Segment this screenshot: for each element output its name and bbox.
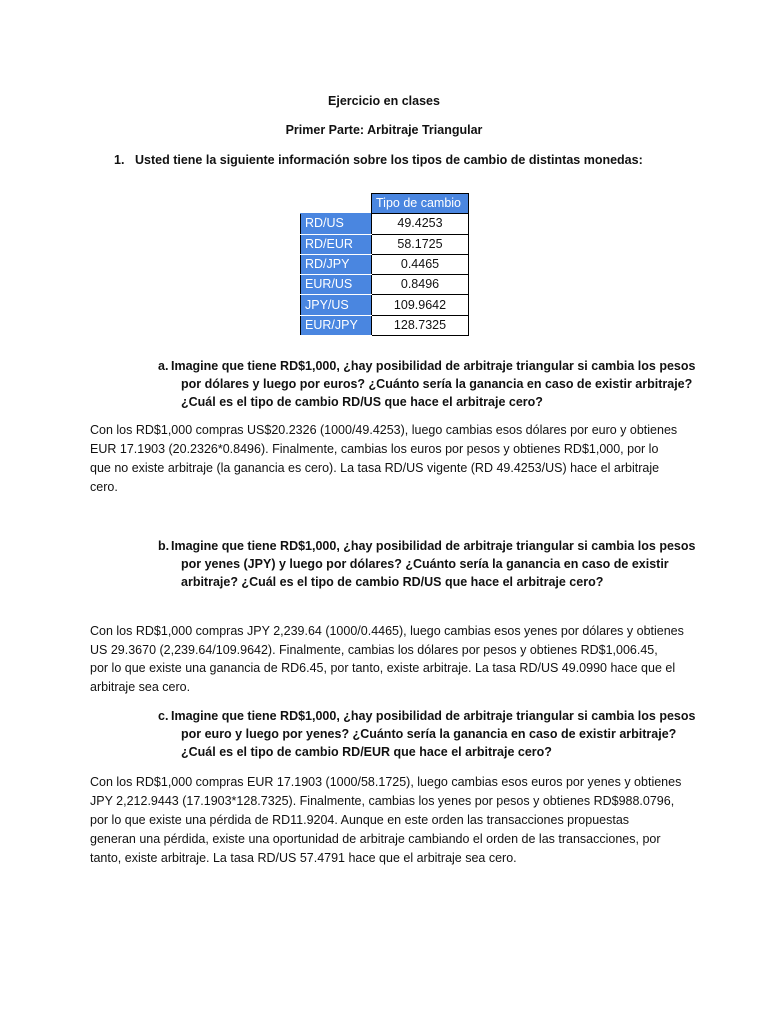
exchange-rate-value: 128.7325 [372, 315, 469, 335]
document-title: Ejercicio en clases [328, 94, 440, 108]
table-corner-cell [301, 194, 372, 214]
question-c-line-1: Imagine que tiene RD$1,000, ¿hay posibilidad de arbitraje triangular si cambia los pesos [171, 709, 696, 723]
currency-pair: JPY/US [301, 295, 372, 315]
table-header-cell: Tipo de cambio [372, 194, 469, 214]
exchange-rate-table [300, 193, 469, 336]
table-row [301, 275, 469, 295]
question-b-line-2: por yenes (JPY) y luego por dólares? ¿Cuánto sería la ganancia en caso de existir [181, 557, 669, 571]
table-row [301, 315, 469, 335]
table-header-row [301, 194, 469, 214]
currency-pair: RD/JPY [301, 254, 372, 274]
table-row [301, 254, 469, 274]
table-row [301, 295, 469, 315]
exchange-rate-value: 49.4253 [372, 214, 469, 234]
question-a-line-2: por dólares y luego por euros? ¿Cuánto sería la ganancia en caso de existir arbitraje? [181, 377, 693, 391]
currency-pair: EUR/JPY [301, 315, 372, 335]
question-a-label: a. [158, 359, 169, 373]
question-b-label: b. [158, 539, 170, 553]
exchange-rate-value: 0.4465 [372, 254, 469, 274]
exchange-rate-value: 58.1725 [372, 234, 469, 254]
question-b-line-1: Imagine que tiene RD$1,000, ¿hay posibilidad de arbitraje triangular si cambia los pesos [171, 539, 696, 553]
document-subtitle: Primer Parte: Arbitraje Triangular [285, 123, 483, 137]
currency-pair: RD/US [301, 214, 372, 234]
answer-b-line-2: US 29.3670 (2,239.64/109.9642). Finalmente, cambias los dólares por pesos y obtienes RD$1,006.45, [90, 643, 658, 657]
exchange-rate-value: 0.8496 [372, 275, 469, 295]
question-a-line-3: ¿Cuál es el tipo de cambio RD/US que hace el arbitraje cero? [181, 395, 543, 409]
question-b-line-3: arbitraje? ¿Cuál es el tipo de cambio RD/US que hace el arbitraje cero? [181, 575, 604, 589]
answer-a-line-4: cero. [90, 480, 118, 494]
item-number: 1. [114, 153, 125, 167]
question-a-line-1: Imagine que tiene RD$1,000, ¿hay posibilidad de arbitraje triangular si cambia los pesos [171, 359, 696, 373]
answer-c-line-1: Con los RD$1,000 compras EUR 17.1903 (1000/58.1725), luego cambias esos euros por yenes y obtienes [90, 775, 682, 789]
table-row [301, 214, 469, 234]
answer-c-line-2: JPY 2,212.9443 (17.1903*128.7325). Finalmente, cambias los yenes por pesos y obtienes RD$988.0796, [90, 794, 675, 808]
item-text: Usted tiene la siguiente información sobre los tipos de cambio de distintas monedas: [135, 153, 643, 167]
question-c-line-3: ¿Cuál es el tipo de cambio RD/EUR que hace el arbitraje cero? [181, 745, 552, 759]
answer-b-line-3: por lo que existe una ganancia de RD6.45, por tanto, existe arbitraje. La tasa RD/US 49.0990 hace que el [90, 661, 676, 675]
answer-b-line-4: arbitraje sea cero. [90, 680, 191, 694]
answer-b-line-1: Con los RD$1,000 compras JPY 2,239.64 (1000/0.4465), luego cambias esos yenes por dólares y obtienes [90, 624, 684, 638]
answer-a-line-1: Con los RD$1,000 compras US$20.2326 (1000/49.4253), luego cambias esos dólares por euro y obtienes [90, 423, 678, 437]
answer-a-line-2: EUR 17.1903 (20.2326*0.8496). Finalmente, cambias los euros por pesos y obtienes RD$1,000, por lo [90, 442, 659, 456]
question-c-label: c. [158, 709, 169, 723]
question-c-line-2: por euro y luego por yenes? ¿Cuánto sería la ganancia en caso de existir arbitraje? [181, 727, 677, 741]
answer-a-line-3: que no existe arbitraje (la ganancia es cero). La tasa RD/US vigente (RD 49.4253/US) hace el arbitraje [90, 461, 660, 475]
answer-c-line-5: tanto, existe arbitraje. La tasa RD/US 57.4791 hace que el arbitraje sea cero. [90, 851, 517, 865]
currency-pair: RD/EUR [301, 234, 372, 254]
table-row [301, 234, 469, 254]
exchange-rate-value: 109.9642 [372, 295, 469, 315]
currency-pair: EUR/US [301, 275, 372, 295]
answer-c-line-4: generan una pérdida, existe una oportunidad de arbitraje cambiando el orden de las transacciones, por [90, 832, 661, 846]
answer-c-line-3: por lo que existe una pérdida de RD11.9204. Aunque en este orden las transacciones propuestas [90, 813, 630, 827]
